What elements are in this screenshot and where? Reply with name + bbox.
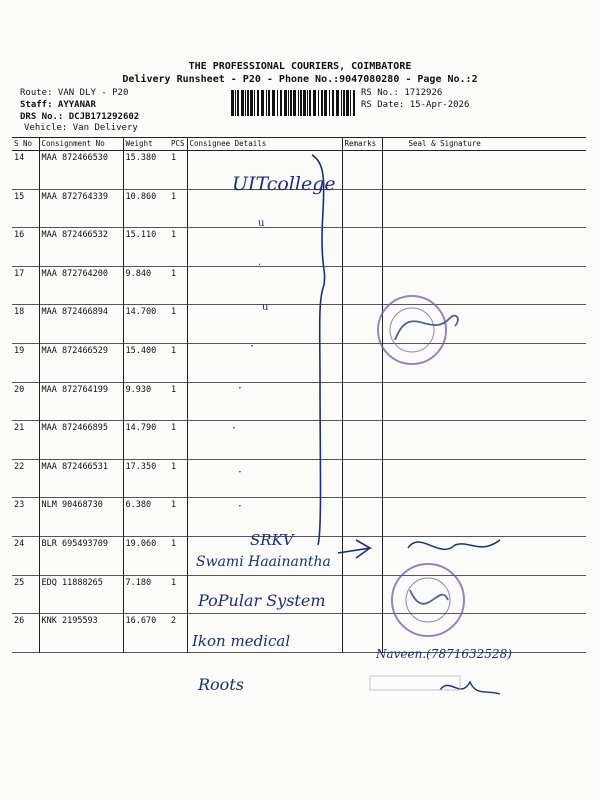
hw-popular-system: PoPular System [198,591,326,610]
row-weight: 15.380 [125,153,157,163]
row-sno: 15 [12,189,39,228]
row-consignment: MAA 872466532 [39,228,123,267]
brace-mark [312,155,325,545]
svg-text:·: · [258,260,262,271]
company-title: THE PROFESSIONAL COURIERS, COIMBATORE [188,61,412,72]
hw-uit-college: UITcollege [232,173,336,195]
row-weight: 19.060 [125,538,157,549]
row-sno: 26 [12,614,39,653]
row-sno: 19 [12,343,39,382]
row-pcs: 1 [169,382,187,421]
col-consignee: Consignee Details [187,138,342,151]
svg-text:u: u [262,302,269,313]
drs-label: DRS No.: DCJB171292602 [20,112,140,122]
rs-date: RS Date: 15-Apr-2026 [361,100,470,110]
row-pcs: 1 [169,266,187,305]
row-sno: 18 [12,305,39,344]
svg-text:·: · [250,339,254,353]
row-weight: 10.860 [125,191,157,202]
vehicle-label: Vehicle: Van Delivery [24,123,138,133]
signature-23 [408,540,500,549]
hw-roots: Roots [198,675,244,694]
row-weight: 7.180 [125,577,152,588]
row-consignment: EDQ 11888265 [39,575,123,614]
seal-stamp-18 [378,296,458,364]
row-weight: 6.380 [125,500,152,511]
col-remarks: Remarks [342,138,382,151]
row-pcs: 1 [169,498,187,537]
svg-text:·: · [238,499,242,513]
row-pcs: 1 [169,228,187,267]
row-consignment: NLM 90468730 [39,498,123,537]
row-weight: 9.930 [125,384,152,395]
row-consignment: MAA 872466531 [39,459,123,498]
row-consignment: MAA 872466529 [39,343,123,382]
hw-naveen-phone: Naveen.(7871632528) [376,647,512,661]
row-sno: 20 [12,382,39,421]
row-consignment: MAA 872764199 [39,382,123,421]
col-seal-signature: Seal & Signature [408,139,481,148]
col-sno: S No [12,138,39,151]
svg-text:·: · [238,381,242,395]
row-weight: 17.350 [125,461,157,472]
row-pcs: 2 [169,614,187,653]
rs-number: RS No.: 1712926 [361,88,443,98]
row-sno: 16 [12,228,39,267]
hw-srkv: SRKV [250,531,294,549]
row-weight: 9.840 [125,268,152,279]
row-sno: 14 [12,151,39,190]
row-pcs: 1 [169,421,187,460]
row-sno: 24 [12,536,39,575]
row-consignment: MAA 872764339 [39,189,123,228]
row-consignment: MAA 872466894 [39,305,123,344]
seal-stamp-24 [392,564,464,636]
svg-text:·: · [238,465,242,479]
row-weight: 15.110 [125,230,157,241]
row-sno: 17 [12,266,39,305]
row-pcs: 1 [169,575,187,614]
row-pcs: 1 [169,151,187,190]
col-weight: Weight [125,139,153,148]
arrow-mark [338,540,370,558]
row-pcs: 1 [169,305,187,344]
row-consignment: KNK 2195593 [39,614,123,653]
staff-label: Staff: AYYANAR [20,100,96,110]
row-consignment: MAA 872466530 [39,151,123,190]
row-consignment: MAA 872764200 [39,266,123,305]
row-pcs: 1 [169,459,187,498]
hw-swami: Swami Haainantha [196,554,331,570]
runsheet-subtitle: Delivery Runsheet - P20 - Phone No.:9047080280 - Page No.:2 [122,74,478,85]
col-consignment: Consignment No [39,138,123,151]
row-pcs: 1 [169,189,187,228]
row-consignment: MAA 872466895 [39,421,123,460]
row-weight: 14.790 [125,423,157,434]
row-sno: 22 [12,459,39,498]
hw-ikon-medical: Ikon medical [192,632,291,650]
svg-text:u: u [258,218,265,229]
row-sno: 25 [12,575,39,614]
row-weight: 14.700 [125,307,157,318]
row-weight: 16.670 [125,616,157,627]
ditto-marks [232,218,269,513]
row-consignment: BLR 695493709 [39,536,123,575]
row-sno: 21 [12,421,39,460]
row-pcs: 1 [169,536,187,575]
route-label: Route: VAN DLY - P20 [20,88,129,98]
faint-stamp-26 [370,676,460,690]
row-pcs: 1 [169,343,187,382]
svg-text:·: · [232,421,236,435]
row-sno: 23 [12,498,39,537]
signature-26 [440,682,500,694]
col-pcs: PCS [169,138,187,151]
row-weight: 15.400 [125,345,157,356]
